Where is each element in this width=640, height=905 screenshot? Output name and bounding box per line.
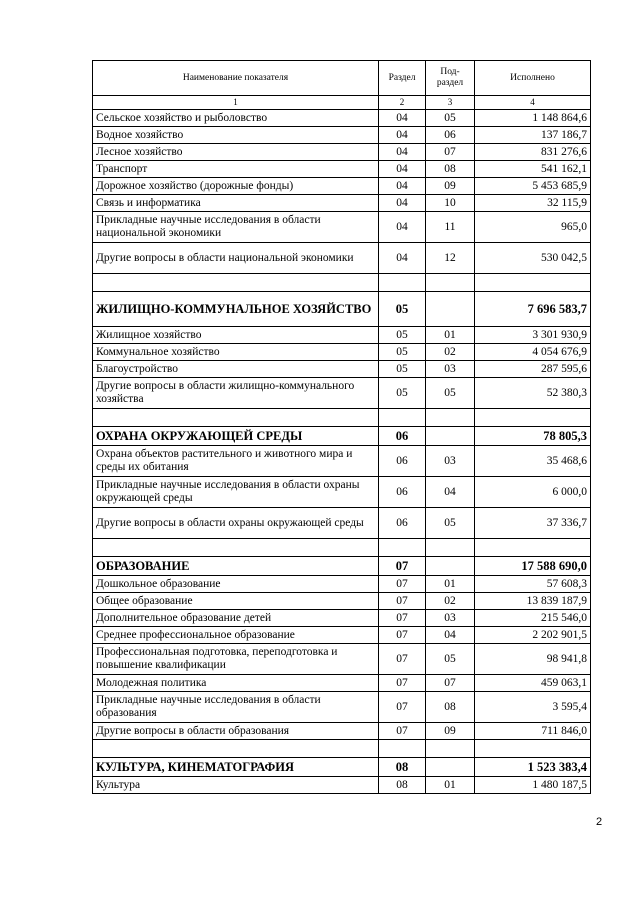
row-podrazdel-cell: 06 <box>426 127 475 144</box>
row-name-cell: Общее образование <box>93 593 379 610</box>
column-number-row <box>93 96 591 110</box>
row-razdel-cell: 06 <box>379 446 426 477</box>
section-row <box>93 427 591 446</box>
row-name-cell: Водное хозяйство <box>93 127 379 144</box>
table-row <box>93 178 591 195</box>
table-row <box>93 378 591 409</box>
row-razdel-cell: 04 <box>379 127 426 144</box>
row-razdel-cell: 04 <box>379 161 426 178</box>
row-razdel-cell: 04 <box>379 195 426 212</box>
row-value-cell: 37 336,7 <box>475 508 591 539</box>
row-value-cell: 965,0 <box>475 212 591 243</box>
table-row <box>93 777 591 794</box>
row-razdel-cell: 06 <box>379 427 426 446</box>
row-razdel-cell: 05 <box>379 378 426 409</box>
row-podrazdel-cell: 04 <box>426 477 475 508</box>
table-row <box>93 446 591 477</box>
row-name-cell: Прикладные научные исследования в области охраны окружающей среды <box>93 477 379 508</box>
row-podrazdel-cell: 08 <box>426 692 475 723</box>
row-podrazdel-cell: 05 <box>426 508 475 539</box>
table-row <box>93 610 591 627</box>
row-podrazdel-cell: 01 <box>426 576 475 593</box>
row-razdel-cell <box>379 409 426 427</box>
row-podrazdel-cell <box>426 409 475 427</box>
row-name-cell: Прикладные научные исследования в области национальной экономики <box>93 212 379 243</box>
row-value-cell <box>475 274 591 292</box>
row-podrazdel-cell: 08 <box>426 161 475 178</box>
col-header-razdel: Раздел <box>379 61 426 96</box>
row-value-cell: 3 595,4 <box>475 692 591 723</box>
row-podrazdel-cell: 05 <box>426 110 475 127</box>
row-razdel-cell: 05 <box>379 292 426 327</box>
row-podrazdel-cell <box>426 539 475 557</box>
row-razdel-cell: 07 <box>379 610 426 627</box>
row-name-cell: Другие вопросы в области жилищно-коммунального хозяйства <box>93 378 379 409</box>
row-podrazdel-cell <box>426 427 475 446</box>
table-row <box>93 692 591 723</box>
row-razdel-cell <box>379 539 426 557</box>
row-name-cell: Культура <box>93 777 379 794</box>
row-name-cell: Лесное хозяйство <box>93 144 379 161</box>
blank-row <box>93 539 591 557</box>
table-row <box>93 644 591 675</box>
row-name-cell: ЖИЛИЩНО-КОММУНАЛЬНОЕ ХОЗЯЙСТВО <box>93 292 379 327</box>
row-razdel-cell: 07 <box>379 557 426 576</box>
row-value-cell: 541 162,1 <box>475 161 591 178</box>
table-row <box>93 361 591 378</box>
page-number: 2 <box>596 816 603 828</box>
row-razdel-cell: 05 <box>379 361 426 378</box>
row-name-cell: Другие вопросы в области охраны окружающей среды <box>93 508 379 539</box>
row-name-cell: Другие вопросы в области образования <box>93 723 379 740</box>
col-header-ispolneno: Исполнено <box>475 61 591 96</box>
row-value-cell: 17 588 690,0 <box>475 557 591 576</box>
row-razdel-cell: 04 <box>379 110 426 127</box>
row-podrazdel-cell: 11 <box>426 212 475 243</box>
row-razdel-cell: 08 <box>379 777 426 794</box>
table-body <box>93 110 591 794</box>
row-value-cell: 137 186,7 <box>475 127 591 144</box>
row-razdel-cell: 04 <box>379 243 426 274</box>
row-name-cell: Дорожное хозяйство (дорожные фонды) <box>93 178 379 195</box>
row-value-cell: 98 941,8 <box>475 644 591 675</box>
table-row <box>93 593 591 610</box>
row-podrazdel-cell <box>426 292 475 327</box>
row-value-cell: 4 054 676,9 <box>475 344 591 361</box>
row-podrazdel-cell: 03 <box>426 446 475 477</box>
col-number-3: 3 <box>426 96 475 110</box>
table-row <box>93 576 591 593</box>
row-value-cell: 35 468,6 <box>475 446 591 477</box>
row-value-cell: 32 115,9 <box>475 195 591 212</box>
budget-table <box>92 60 591 794</box>
row-razdel-cell: 04 <box>379 144 426 161</box>
row-razdel-cell: 07 <box>379 723 426 740</box>
row-podrazdel-cell: 12 <box>426 243 475 274</box>
col-number-2: 2 <box>379 96 426 110</box>
row-value-cell: 7 696 583,7 <box>475 292 591 327</box>
row-value-cell: 831 276,6 <box>475 144 591 161</box>
row-podrazdel-cell: 05 <box>426 644 475 675</box>
row-podrazdel-cell: 04 <box>426 627 475 644</box>
row-podrazdel-cell: 02 <box>426 344 475 361</box>
table-row <box>93 127 591 144</box>
col-header-podrazdel: Под-раздел <box>426 61 475 96</box>
row-value-cell: 711 846,0 <box>475 723 591 740</box>
table-row <box>93 195 591 212</box>
table-row <box>93 144 591 161</box>
table-row <box>93 344 591 361</box>
row-value-cell: 6 000,0 <box>475 477 591 508</box>
row-name-cell <box>93 539 379 557</box>
col-header-name: Наименование показателя <box>93 61 379 96</box>
section-row <box>93 758 591 777</box>
row-podrazdel-cell: 10 <box>426 195 475 212</box>
row-razdel-cell: 06 <box>379 477 426 508</box>
row-name-cell: ОХРАНА ОКРУЖАЮЩЕЙ СРЕДЫ <box>93 427 379 446</box>
table-row <box>93 212 591 243</box>
table-row <box>93 477 591 508</box>
row-podrazdel-cell: 07 <box>426 675 475 692</box>
row-value-cell <box>475 740 591 758</box>
section-row <box>93 557 591 576</box>
row-razdel-cell: 07 <box>379 593 426 610</box>
row-value-cell: 52 380,3 <box>475 378 591 409</box>
table-row <box>93 110 591 127</box>
table-row <box>93 508 591 539</box>
row-name-cell: Связь и информатика <box>93 195 379 212</box>
row-razdel-cell: 08 <box>379 758 426 777</box>
section-row <box>93 292 591 327</box>
row-podrazdel-cell <box>426 557 475 576</box>
table-row <box>93 243 591 274</box>
row-razdel-cell: 07 <box>379 644 426 675</box>
row-razdel-cell: 04 <box>379 212 426 243</box>
row-value-cell: 5 453 685,9 <box>475 178 591 195</box>
row-name-cell: Охрана объектов растительного и животного мира и среды их обитания <box>93 446 379 477</box>
row-podrazdel-cell <box>426 758 475 777</box>
row-podrazdel-cell <box>426 274 475 292</box>
row-razdel-cell: 05 <box>379 344 426 361</box>
row-razdel-cell <box>379 274 426 292</box>
row-value-cell: 3 301 930,9 <box>475 327 591 344</box>
row-podrazdel-cell: 01 <box>426 327 475 344</box>
row-razdel-cell: 06 <box>379 508 426 539</box>
table-row <box>93 327 591 344</box>
row-name-cell: Прикладные научные исследования в области образования <box>93 692 379 723</box>
row-razdel-cell: 07 <box>379 675 426 692</box>
blank-row <box>93 740 591 758</box>
row-podrazdel-cell <box>426 740 475 758</box>
row-razdel-cell: 07 <box>379 692 426 723</box>
row-razdel-cell: 04 <box>379 178 426 195</box>
row-name-cell: Жилищное хозяйство <box>93 327 379 344</box>
row-name-cell: Благоустройство <box>93 361 379 378</box>
row-value-cell: 13 839 187,9 <box>475 593 591 610</box>
blank-row <box>93 274 591 292</box>
row-podrazdel-cell: 01 <box>426 777 475 794</box>
row-value-cell: 215 546,0 <box>475 610 591 627</box>
row-value-cell: 2 202 901,5 <box>475 627 591 644</box>
row-value-cell: 287 595,6 <box>475 361 591 378</box>
row-name-cell: Другие вопросы в области национальной экономики <box>93 243 379 274</box>
row-name-cell: ОБРАЗОВАНИЕ <box>93 557 379 576</box>
row-podrazdel-cell: 09 <box>426 178 475 195</box>
row-name-cell: Коммунальное хозяйство <box>93 344 379 361</box>
row-podrazdel-cell: 03 <box>426 361 475 378</box>
row-value-cell: 57 608,3 <box>475 576 591 593</box>
row-name-cell: Дополнительное образование детей <box>93 610 379 627</box>
row-value-cell: 1 523 383,4 <box>475 758 591 777</box>
row-name-cell: Дошкольное образование <box>93 576 379 593</box>
row-razdel-cell: 05 <box>379 327 426 344</box>
row-value-cell: 459 063,1 <box>475 675 591 692</box>
table-row <box>93 627 591 644</box>
blank-row <box>93 409 591 427</box>
row-value-cell: 1 480 187,5 <box>475 777 591 794</box>
row-razdel-cell: 07 <box>379 627 426 644</box>
row-podrazdel-cell: 09 <box>426 723 475 740</box>
row-podrazdel-cell: 05 <box>426 378 475 409</box>
row-name-cell: Молодежная политика <box>93 675 379 692</box>
row-value-cell: 530 042,5 <box>475 243 591 274</box>
row-podrazdel-cell: 03 <box>426 610 475 627</box>
col-number-1: 1 <box>93 96 379 110</box>
row-name-cell: Сельское хозяйство и рыболовство <box>93 110 379 127</box>
row-name-cell <box>93 274 379 292</box>
row-razdel-cell <box>379 740 426 758</box>
row-podrazdel-cell: 07 <box>426 144 475 161</box>
header-row <box>93 61 591 96</box>
row-value-cell <box>475 409 591 427</box>
table-row <box>93 675 591 692</box>
row-name-cell <box>93 409 379 427</box>
col-number-4: 4 <box>475 96 591 110</box>
table-row <box>93 723 591 740</box>
row-value-cell <box>475 539 591 557</box>
row-razdel-cell: 07 <box>379 576 426 593</box>
row-value-cell: 78 805,3 <box>475 427 591 446</box>
row-name-cell: КУЛЬТУРА, КИНЕМАТОГРАФИЯ <box>93 758 379 777</box>
row-podrazdel-cell: 02 <box>426 593 475 610</box>
row-name-cell <box>93 740 379 758</box>
row-value-cell: 1 148 864,6 <box>475 110 591 127</box>
row-name-cell: Транспорт <box>93 161 379 178</box>
row-name-cell: Среднее профессиональное образование <box>93 627 379 644</box>
row-name-cell: Профессиональная подготовка, переподготовка и повышение квалификации <box>93 644 379 675</box>
table-row <box>93 161 591 178</box>
